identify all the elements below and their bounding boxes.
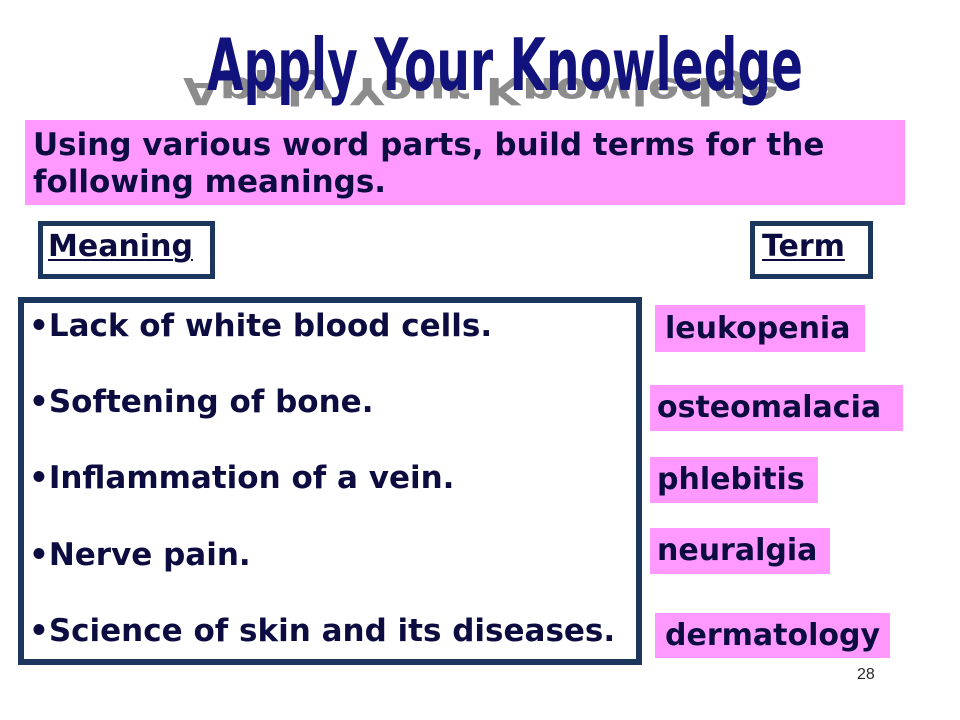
meanings-list-box	[18, 297, 642, 665]
slide-page-number: 28	[857, 666, 875, 683]
term-answer-box: neuralgia	[650, 528, 830, 574]
term-answer-box: phlebitis	[650, 457, 818, 503]
meaning-header-label: Meaning	[48, 229, 193, 264]
meanings-list	[24, 303, 636, 650]
term-header-label: Term	[762, 229, 845, 264]
meaning-item: • Inflammation of a vein.	[29, 459, 636, 497]
meaning-item: • Science of skin and its diseases.	[29, 612, 636, 650]
term-header-box	[750, 221, 873, 279]
meaning-header-box	[38, 221, 215, 279]
slide-title-reflection: Apply Your Knowledge	[183, 68, 779, 113]
instruction-text: Using various word parts, build terms for the following meanings.	[33, 127, 825, 200]
meaning-item: • Lack of white blood cells.	[29, 307, 636, 345]
term-answer-box: osteomalacia	[650, 385, 903, 431]
term-answer-box: leukopenia	[655, 305, 865, 352]
instruction-banner	[25, 120, 905, 205]
meaning-item: • Nerve pain.	[29, 536, 636, 574]
slide-title-text: Apply Your Knowledge	[207, 23, 803, 107]
term-answer-box: dermatology	[655, 613, 890, 658]
slide-title	[0, 0, 960, 118]
meaning-item: • Softening of bone.	[29, 383, 636, 421]
